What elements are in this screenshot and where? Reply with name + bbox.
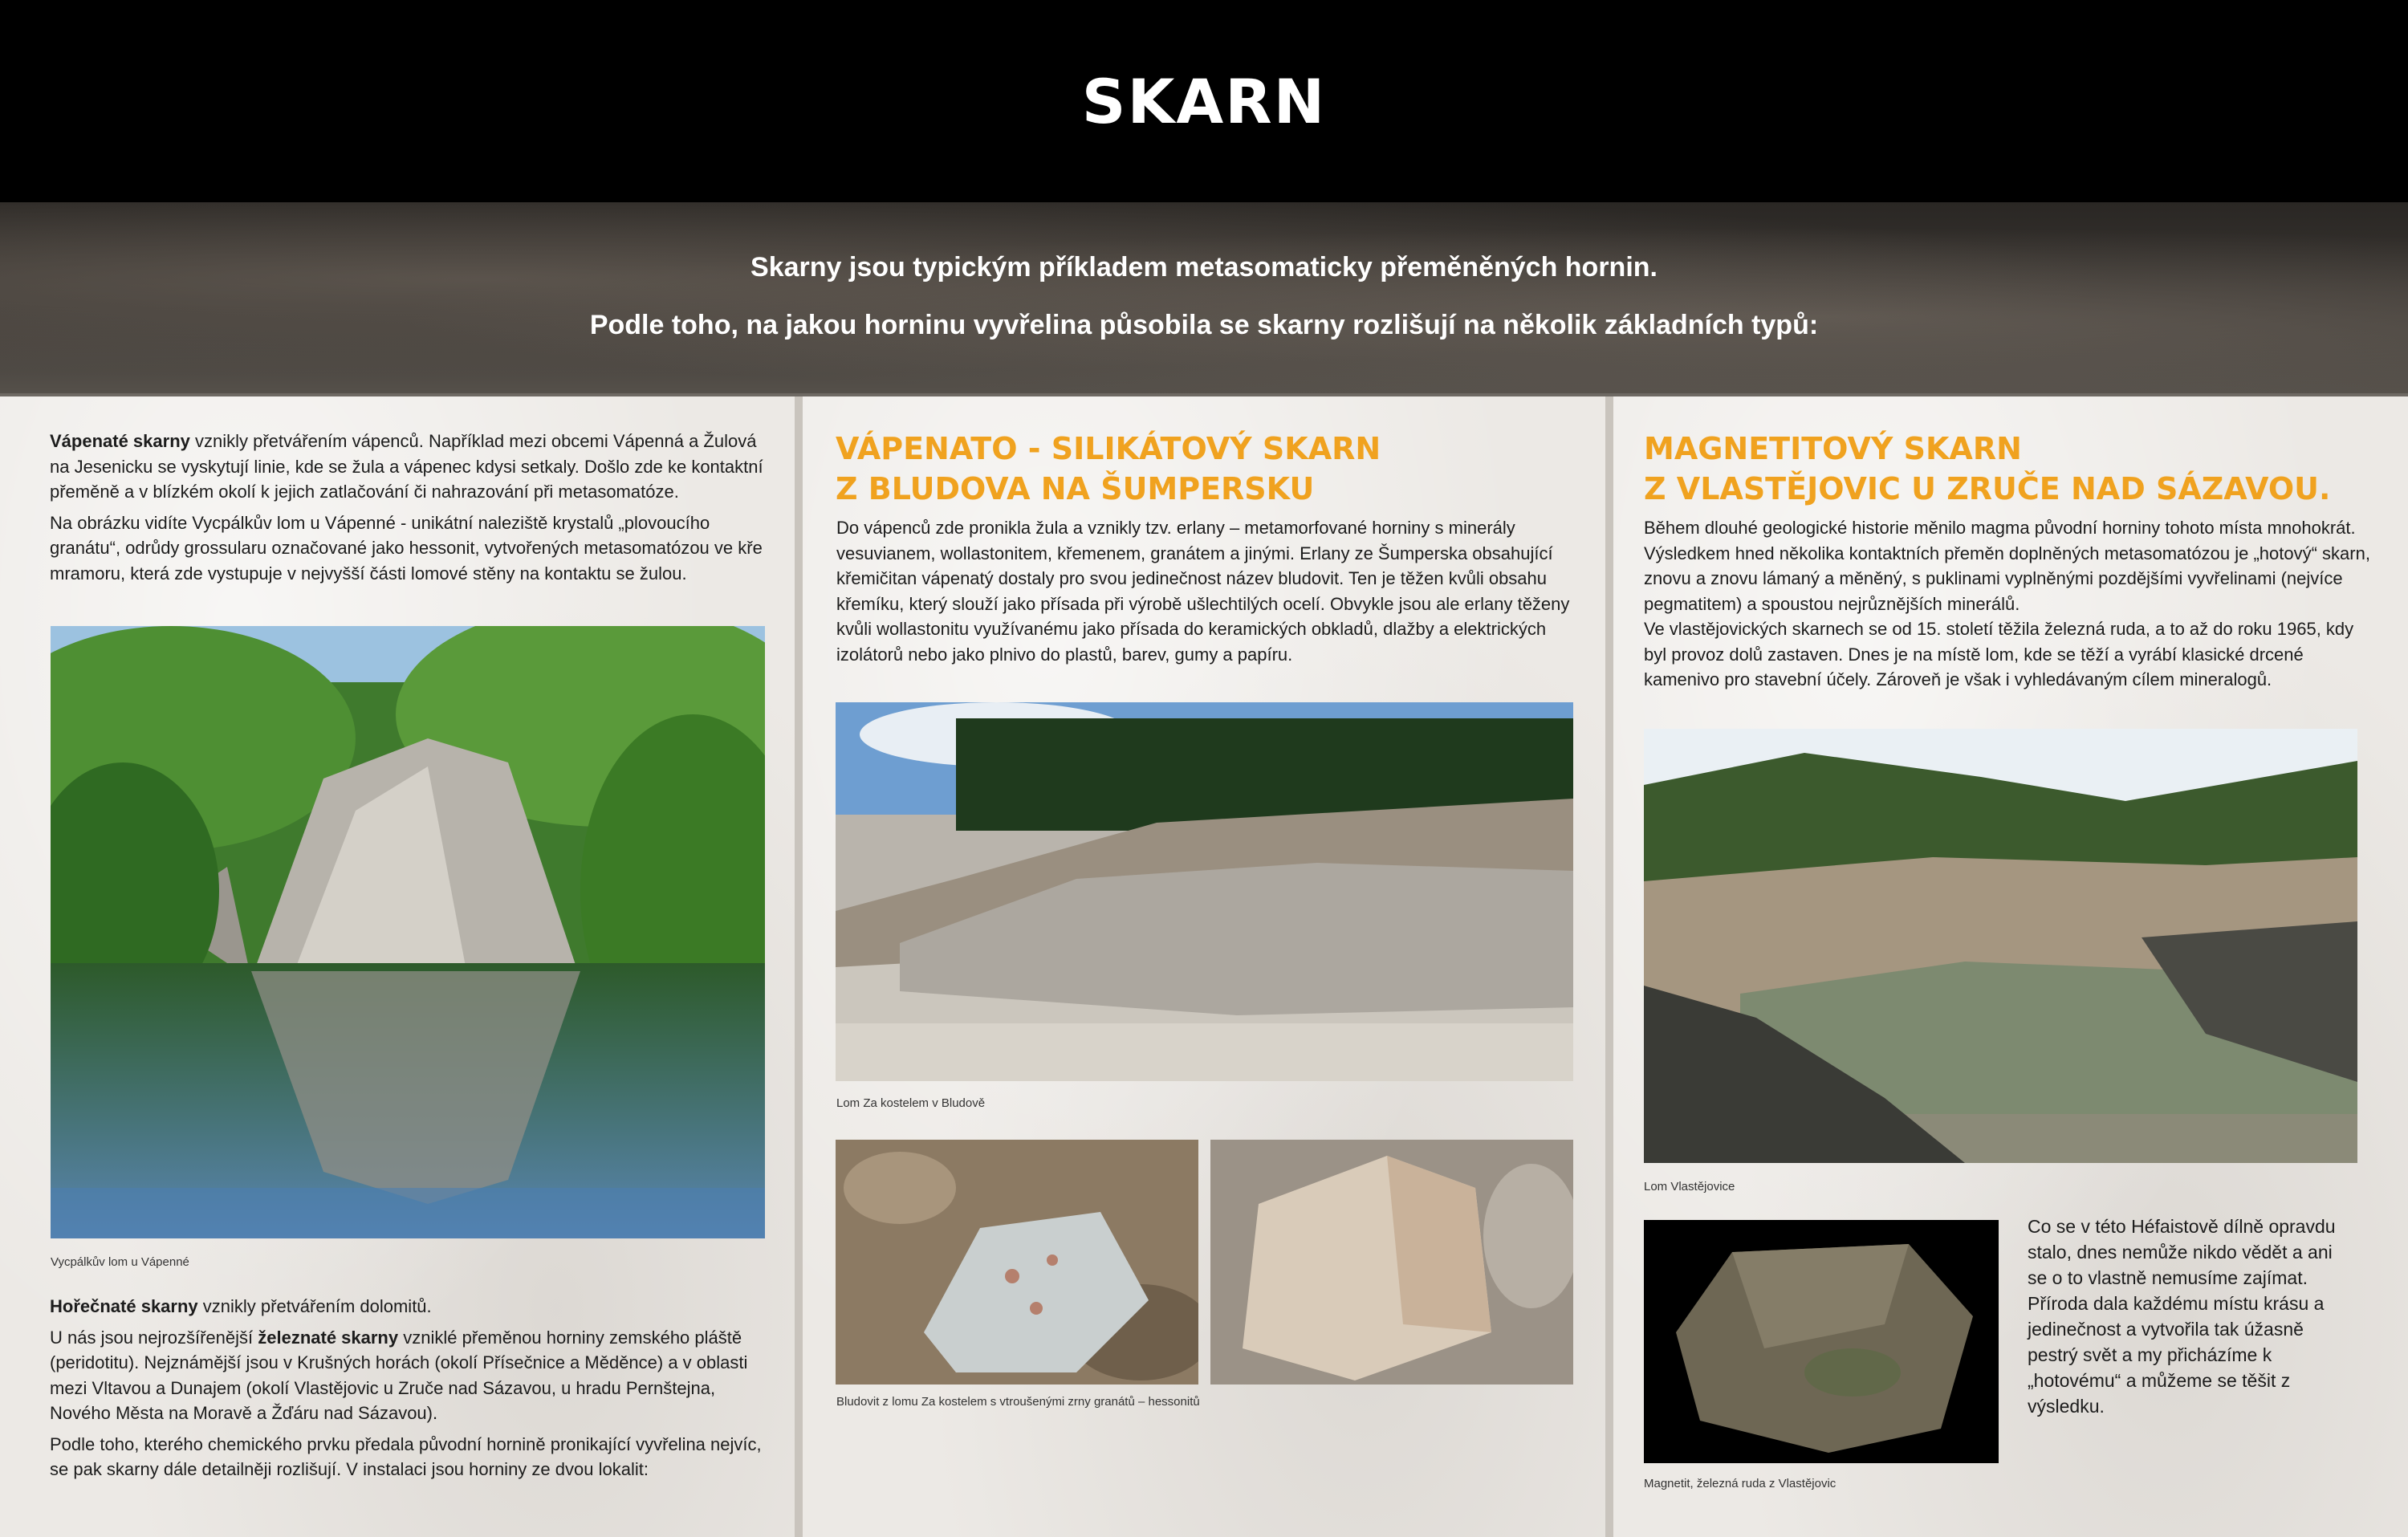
header-bar [0, 0, 2408, 202]
caption-lom-bludov: Lom Za kostelem v Bludově [836, 1096, 986, 1110]
caption-lom-vlastejovice: Lom Vlastějovice [1644, 1180, 1735, 1193]
photo-magnetit [1644, 1220, 1999, 1463]
heading-line-2: Z VLASTĚJOVIC U ZRUČE NAD SÁZAVOU. [1644, 471, 2331, 506]
column-divider [1605, 396, 1613, 1537]
term-vapenate: Vápenaté skarny [50, 431, 190, 451]
closing-quote: Co se v této Héfaistově dílně opravdu stalo, dnes nemůže nikdo vědět a ani se o to vlastně nemusíme zajímat. Příroda dala každému místu krásu a jedinečnost a vytvořila tak úžasně pestrý svět a my přicházíme k „hotovému“ a můžeme se těšit z výsledku. [2028, 1216, 2336, 1417]
term-horecnate: Hořečnaté skarny [50, 1296, 198, 1316]
intro-text-block [50, 429, 764, 592]
caption-bludovit: Bludovit z lomu Za kostelem s vtroušenými zrny granátů – hessonitů [836, 1395, 1200, 1409]
intro-line-1: Skarny jsou typickým příkladem metasomaticky přeměněných hornin. [750, 252, 1658, 283]
column-bludov [803, 396, 1605, 1537]
caption-vycpalkuv: Vycpálkův lom u Vápenné [51, 1255, 189, 1269]
term-zeleznate: železnaté skarny [258, 1327, 399, 1348]
photo-vycpalkuv-lom [51, 626, 765, 1238]
photo-bludovit-1 [836, 1140, 1198, 1385]
caption-magnetit: Magnetit, železná ruda z Vlastějovic [1644, 1477, 1837, 1490]
heading-line-2: Z BLUDOVA NA ŠUMPERSKU [836, 471, 1315, 506]
heading-vlastejovice [1644, 429, 2330, 509]
paragraph-lokality: Podle toho, kterého chemického prvku předala původní hornině pronikající vyvřelina nejvíc, se pak skarny dále detailněji rozlišují. V instalaci jsou horniny ze dvou lokalit: [50, 1433, 762, 1479]
paragraph-zeleznate: U nás jsou nejrozšířenější železnaté skarny vzniklé přeměnou horniny zemského pláště (peridotitu). Nejznámější jsou v Krušných horách (okolí Přísečnice a Měděnce) a v oblasti mezi Vltavou a Dunajem (okolí Vlastějovic u Zruče nad Sázavou, u hradu Pernštejna, Nového Města na Moravě a Žďáru nad Sázavou). [50, 1327, 748, 1423]
heading-line-1: MAGNETITOVÝ SKARN [1644, 431, 2022, 466]
lower-text-block [50, 1294, 764, 1488]
page-title: SKARN [1081, 66, 1327, 137]
paragraph-tezba: Ve vlastějovických skarnech se od 15. století těžila železná ruda, a to až do roku 1965, kdy byl provoz dolů zastaven. Dnes je na místě lom, kde se těží a vyrábí klasické drcené kamenivo pro stavební účely. Zároveň je však i vyhledávaným cílem mineralogů. [1644, 619, 2354, 689]
photo-bludovit-2 [1210, 1140, 1573, 1385]
heading-bludov [836, 429, 1381, 509]
intro-line-2: Podle toho, na jakou horninu vyvřelina působila se skarny rozlišují na několik základních typů: [589, 310, 1819, 340]
intro-band [0, 202, 2408, 393]
column-vlastejovice [1613, 396, 2408, 1537]
vlastejovice-body [1644, 515, 2374, 698]
paragraph-horecnate: vznikly přetvářením dolomitů. [197, 1296, 432, 1316]
photo-lom-vlastejovice [1644, 729, 2357, 1163]
bludov-body: Do vápenců zde pronikla žula a vznikly tzv. erlany – metamorfované horniny s minerály vesuvianem, wollastonitem, křemenem, granátem a jinými. Erlany ze Šumperska obsahující křemičitan vápenatý dostaly pro svou jedinečnost název bludovit. Ten je těžen kvůli obsahu křemíku, který slouží jako přísada při výrobě ušlechtilých ocelí. Obvykle jsou ale erlany těženy kvůli wollastonitu využívanému jako přísada do keramických obkladů, dlažby a elektrických izolátorů nebo jako plnivo do plastů, barev, gumy a papíru. [836, 518, 1570, 665]
paragraph-vycpalkuv: Na obrázku vidíte Vycpálkův lom u Vápenné - unikátní naleziště krystalů „plovoucího granátu“, odrůdy grossularu označované jako hessonit, vytvořených metasomatózou ve kře mramoru, která zde vystupuje v nejvyšší části lomové stěny na kontaktu se žulou. [50, 512, 763, 583]
heading-line-1: VÁPENATO - SILIKÁTOVÝ SKARN [836, 431, 1381, 466]
column-vapenate [0, 396, 795, 1537]
paragraph-vapenate: vznikly přetvářením vápenců. Například mezi obcemi Vápenná a Žulová na Jesenicku se vyskytují linie, kde se žula a vápenec kdysi setkaly. Došlo zde ke kontaktní přeměně a v blízkém okolí k jejich zatlačování či nahrazování při metasomatóze. [50, 431, 763, 502]
paragraph-historie: Během dlouhé geologické historie měnilo magma původní horniny tohoto místa mnohokrát. Výsledkem hned několika kontaktních přeměn doplněných metasomatózou je „hotový“ skarn, znovu a znovu lámaný a měněný, s puklinami vyplněnými pozdějšími vyvřelinami (nejvíce pegmatitem) a spoustou nejrůznějších minerálů. [1644, 518, 2370, 614]
photo-lom-bludov [836, 702, 1573, 1081]
column-divider [795, 396, 803, 1537]
